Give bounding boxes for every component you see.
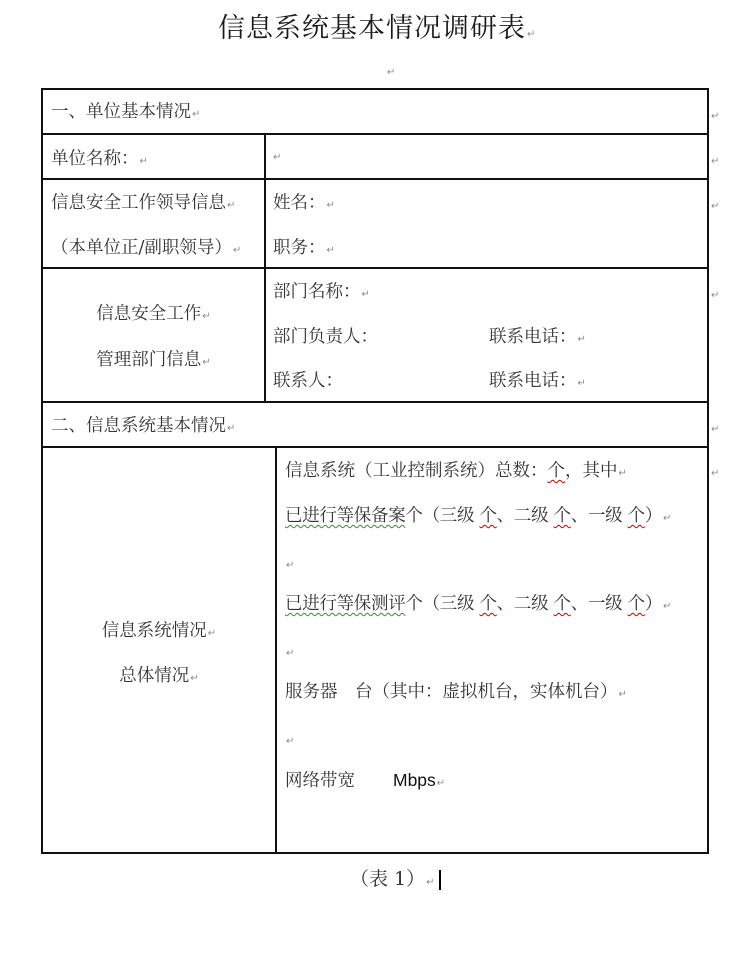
column-divider-upper [264, 133, 266, 402]
paragraph-mark-icon: ↵ [326, 245, 335, 256]
contact-phone-label: 联系电话： [489, 371, 577, 391]
overall-label-line2 [43, 662, 275, 687]
text-cursor [439, 870, 441, 890]
dept-name-label: 部门名称： [273, 282, 361, 302]
paragraph-mark-icon: ↵ [190, 673, 199, 684]
section1-heading[interactable] [51, 98, 200, 123]
paragraph-mark-icon: ↵ [232, 245, 242, 256]
leader-label-text: （本单位正/副职领导） [51, 238, 232, 258]
dept-head-phone-field[interactable] [489, 323, 699, 348]
section2-heading-text: 二、信息系统基本情况 [51, 416, 226, 436]
paragraph-mark-icon: ↵ [202, 311, 211, 322]
paragraph-mark-icon: ↵ [711, 201, 720, 212]
unit-name-field[interactable] [272, 145, 702, 165]
paragraph-mark-icon: ↵ [227, 200, 236, 211]
contact-phone-field[interactable] [489, 367, 699, 392]
row-end-mark [710, 461, 719, 480]
table-border-left [41, 88, 43, 854]
caption-text: （表 1） [350, 868, 426, 890]
section2-heading[interactable] [51, 412, 235, 437]
servers-line[interactable] [285, 678, 627, 703]
table-border-right [707, 88, 709, 854]
paragraph-mark-icon: ↵ [711, 290, 720, 301]
testing-level2-unit: 个 [553, 594, 571, 614]
paragraph-mark-icon: ↵ [286, 648, 295, 659]
row-end-mark [710, 104, 719, 123]
paragraph-mark-icon: ↵ [711, 424, 720, 435]
system-total-suffix: ，其中 [565, 461, 618, 481]
table-border-top [41, 88, 709, 90]
paragraph-mark-icon: ↵ [286, 736, 295, 747]
row-end-mark [710, 283, 719, 302]
paragraph-mark-icon: ↵ [426, 877, 435, 888]
paragraph-mark-icon: ↵ [207, 628, 217, 639]
empty-paragraph [386, 60, 395, 79]
document-title [218, 6, 536, 45]
testing-close-paren: ） [644, 594, 663, 614]
dept-label-text: 管理部门信息 [96, 350, 202, 370]
leader-name-field[interactable] [273, 189, 703, 214]
paragraph-mark-icon: ↵ [192, 109, 201, 120]
empty-paragraph [285, 641, 294, 660]
testing-line[interactable] [285, 590, 671, 615]
unit-name-label [51, 145, 148, 170]
dept-head-phone-label: 联系电话： [489, 327, 577, 347]
dept-head-label: 部门负责人： [273, 327, 378, 347]
filing-line[interactable] [285, 502, 671, 527]
paragraph-mark-icon: ↵ [387, 67, 396, 78]
paragraph-mark-icon: ↵ [711, 156, 720, 167]
contact-field[interactable] [273, 367, 473, 392]
row-divider [41, 178, 709, 180]
paragraph-mark-icon: ↵ [711, 111, 720, 122]
row-divider [41, 401, 709, 403]
dept-label-text: 信息安全工作 [96, 304, 202, 324]
table-border-bottom [41, 852, 709, 854]
servers-text: 服务器 台（其中：虚拟机台，实体机台） [285, 682, 618, 702]
row-divider [41, 446, 709, 448]
title-text: 信息系统基本情况调研表 [218, 13, 526, 44]
empty-paragraph [285, 729, 294, 748]
unit-name-label-text: 单位名称： [51, 149, 139, 169]
paragraph-mark-icon: ↵ [618, 689, 627, 700]
row-end-mark [710, 149, 719, 168]
system-total-line[interactable] [285, 457, 627, 482]
overall-label-line1 [43, 617, 275, 642]
row-divider [41, 133, 709, 135]
empty-paragraph [285, 553, 294, 572]
paragraph-mark-icon: ↵ [227, 423, 236, 434]
testing-level2-label: 、二级 [496, 594, 554, 614]
dept-head-field[interactable] [273, 323, 473, 348]
dept-name-field[interactable] [273, 278, 703, 303]
table-caption [350, 864, 441, 891]
leader-name-label: 姓名： [273, 193, 326, 213]
testing-level3-unit: 个 [479, 594, 497, 614]
testing-label: 已进行等保测评 [285, 594, 406, 614]
paragraph-mark-icon: ↵ [663, 601, 672, 612]
filing-level3-unit: 个 [479, 506, 497, 526]
leader-label-text: 信息安全工作领导信息 [51, 193, 226, 213]
paragraph-mark-icon: ↵ [273, 152, 282, 163]
paragraph-mark-icon: ↵ [139, 156, 148, 167]
filing-level2-unit: 个 [553, 506, 571, 526]
filing-level1-label: 、一级 [570, 506, 628, 526]
system-total-unit: 个 [547, 461, 565, 481]
filing-label: 已进行等保备案 [285, 506, 406, 526]
paragraph-mark-icon: ↵ [286, 560, 295, 571]
overall-label-text: 信息系统情况 [101, 621, 207, 641]
system-total-label: 信息系统（工业控制系统）总数： [285, 461, 548, 481]
row-divider [41, 267, 709, 269]
leader-position-field[interactable] [273, 234, 703, 259]
column-divider-lower [275, 446, 277, 853]
filing-level2-label: 、二级 [496, 506, 554, 526]
bandwidth-label: 网络带宽 [285, 771, 355, 791]
paragraph-mark-icon: ↵ [202, 357, 211, 368]
row-end-mark [710, 417, 719, 436]
filing-close-paren: ） [644, 506, 663, 526]
paragraph-mark-icon: ↵ [663, 513, 672, 524]
dept-label-line1 [43, 300, 264, 325]
bandwidth-unit: Mbps [393, 770, 436, 790]
paragraph-mark-icon: ↵ [577, 334, 586, 345]
testing-level1-label: 、一级 [570, 594, 628, 614]
paragraph-mark-icon: ↵ [527, 29, 537, 40]
leader-label-line1 [51, 189, 235, 214]
filing-level1-unit: 个 [627, 506, 645, 526]
paragraph-mark-icon: ↵ [711, 468, 720, 479]
dept-label-line2 [43, 346, 264, 371]
paragraph-mark-icon: ↵ [326, 200, 335, 211]
leader-label-line2 [51, 234, 241, 259]
overall-label-text: 总体情况 [119, 666, 190, 686]
paragraph-mark-icon: ↵ [618, 468, 627, 479]
paragraph-mark-icon: ↵ [361, 289, 370, 300]
testing-level3-label: 个（三级 [405, 594, 480, 614]
contact-label: 联系人： [273, 371, 343, 391]
paragraph-mark-icon: ↵ [436, 778, 446, 789]
leader-position-label: 职务： [273, 238, 326, 258]
bandwidth-line[interactable] [285, 767, 445, 792]
paragraph-mark-icon: ↵ [577, 378, 586, 389]
testing-level1-unit: 个 [627, 594, 645, 614]
row-end-mark [710, 194, 719, 213]
filing-level3-label: 个（三级 [405, 506, 480, 526]
section1-heading-text: 一、单位基本情况 [51, 102, 191, 122]
